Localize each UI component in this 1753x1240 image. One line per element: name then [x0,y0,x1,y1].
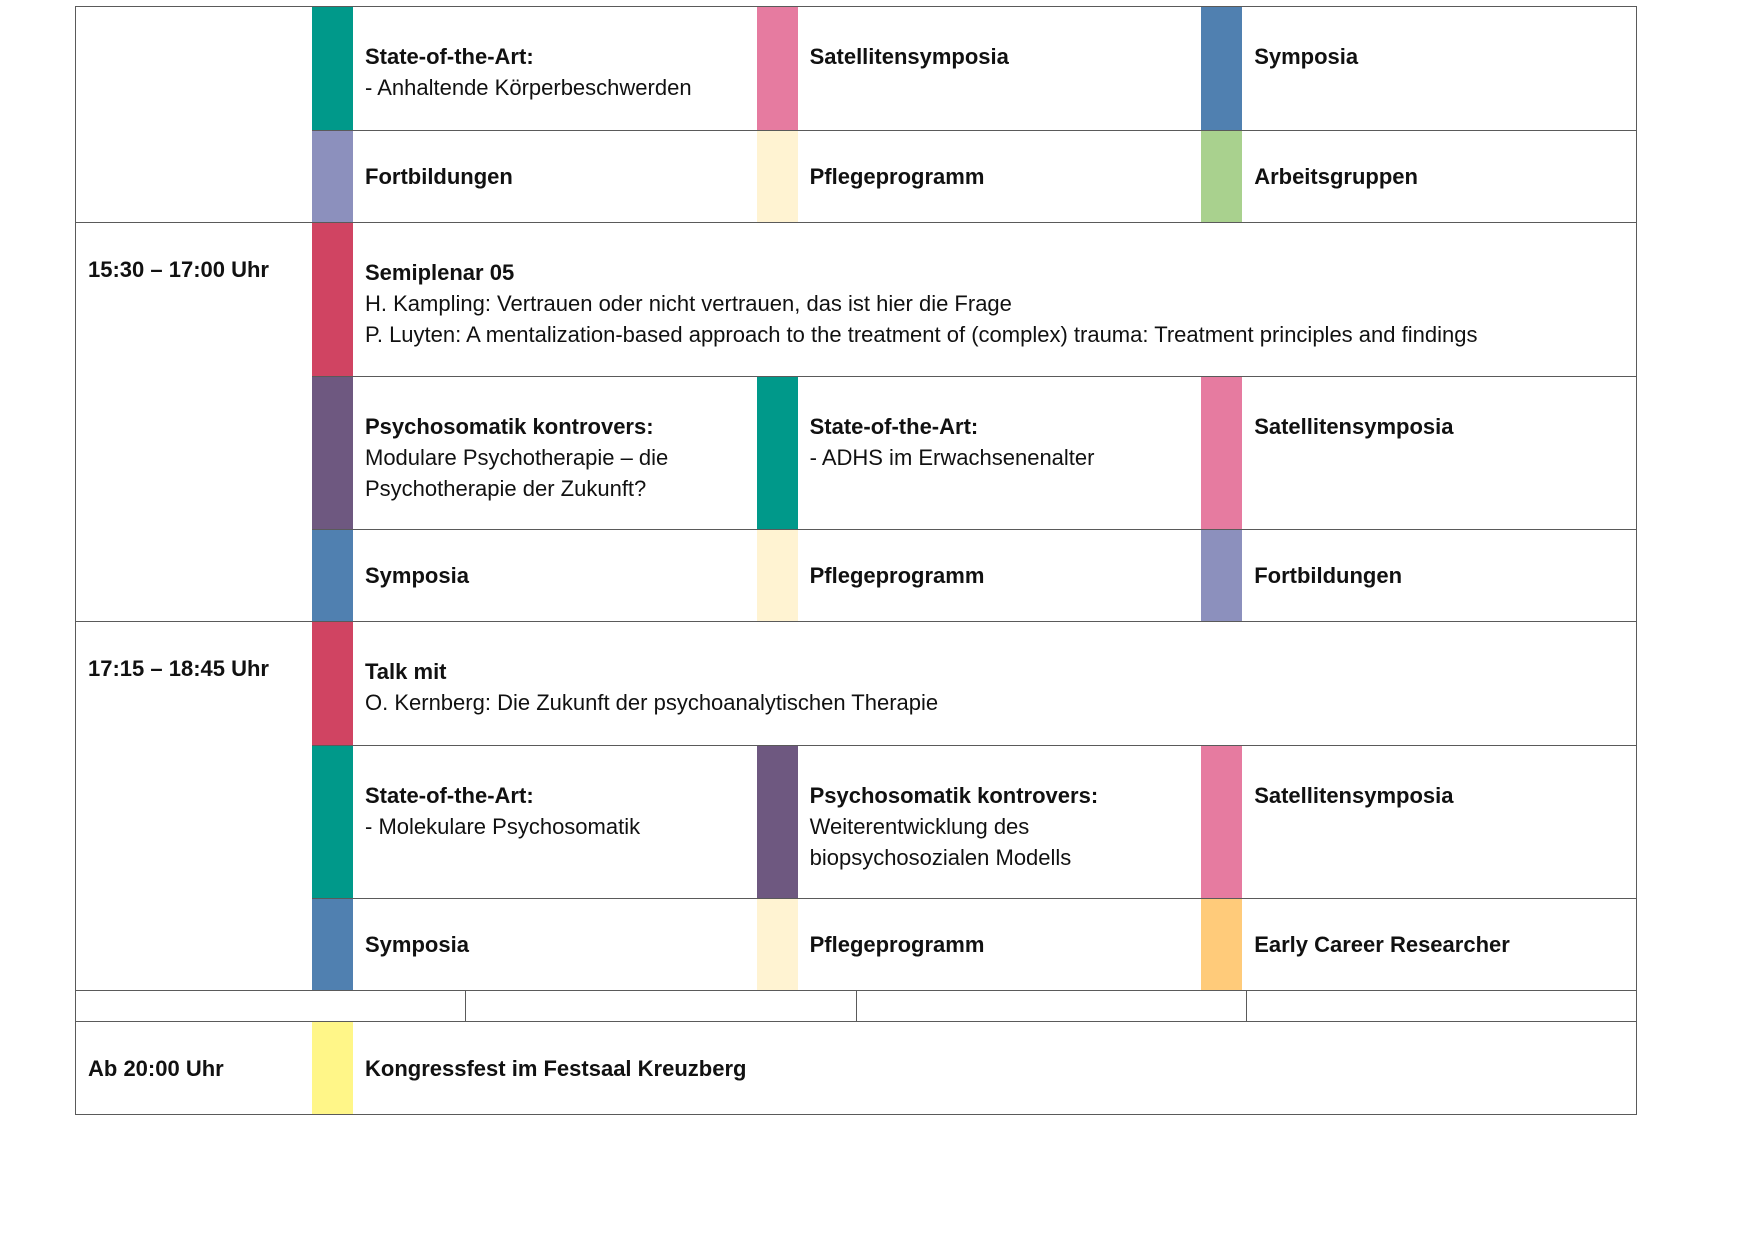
session-title: Psychosomatik kontrovers: [365,414,654,439]
spacer-cell [856,991,1246,1021]
session-row [312,622,1636,745]
schedule-block-2000 [76,1021,1636,1114]
category-swatch-satellitensymposia [757,7,798,130]
session-cell [1201,131,1636,222]
category-swatch-kongressfest [312,1022,353,1114]
session-title: Psychosomatik kontrovers: [809,783,1099,808]
session-cell [312,899,757,990]
event-cell [312,1022,1636,1114]
session-cell [312,7,757,130]
session-cell [1201,746,1636,898]
session-cell [1201,7,1636,130]
session-row [312,898,1636,990]
session-title: Talk mit [365,659,447,684]
session-detail: - Molekulare Psychosomatik [365,814,641,839]
session-title: Pflegeprogramm [809,164,985,189]
session-title: Satellitensymposia [1254,414,1454,439]
session-detail: - Anhaltende Körperbeschwerden [365,75,692,100]
category-swatch-pflegeprogramm [757,899,798,990]
category-swatch-symposia [1201,7,1242,130]
category-swatch-arbeitsgruppen [1201,131,1242,222]
session-cell [312,131,757,222]
session-title: Early Career Researcher [1254,932,1510,957]
session-cell [1201,377,1636,529]
session-title: Satellitensymposia [1254,783,1454,808]
session-detail: Weiterentwicklung des [809,814,1030,839]
plenary-cell [312,223,1636,376]
category-swatch-psychosomatik-kontrovers [312,377,353,529]
category-swatch-early-career [1201,899,1242,990]
category-swatch-psychosomatik-kontrovers [757,746,798,898]
session-title: Symposia [365,932,469,957]
session-cell [757,899,1202,990]
plenary-cell [312,622,1636,745]
session-row [312,529,1636,621]
category-swatch-symposia [312,899,353,990]
time-slot-label: 15:30 – 17:00 Uhr [88,257,269,282]
schedule-block-continued [76,7,1636,222]
session-row [312,7,1636,130]
session-row [312,223,1636,376]
session-title: Fortbildungen [1254,563,1403,588]
category-swatch-pflegeprogramm [757,131,798,222]
session-detail: Modulare Psychotherapie – die [365,445,669,470]
category-swatch-fortbildungen [1201,530,1242,621]
session-cell [757,746,1202,898]
spacer-row [76,990,1636,1021]
session-title: Fortbildungen [365,164,513,189]
session-row [312,1022,1636,1114]
category-swatch-pflegeprogramm [757,530,798,621]
session-cell [757,377,1202,529]
session-cell [757,131,1202,222]
session-row [312,376,1636,529]
session-title: Pflegeprogramm [809,932,985,957]
session-title: Arbeitsgruppen [1254,164,1418,189]
session-detail: - ADHS im Erwachsenenalter [809,445,1095,470]
session-row [312,130,1636,222]
schedule-block-1715 [76,621,1636,990]
session-cell [1201,530,1636,621]
category-swatch-semiplenar [312,223,353,376]
category-swatch-satellitensymposia [1201,746,1242,898]
category-swatch-fortbildungen [312,131,353,222]
category-swatch-satellitensymposia [1201,377,1242,529]
time-slot-empty [76,7,312,222]
category-swatch-talk [312,622,353,745]
session-row [312,745,1636,898]
session-detail: Psychotherapie der Zukunft? [365,476,647,501]
program-schedule-table [75,6,1637,1115]
session-title: Kongressfest im Festsaal Kreuzberg [365,1055,747,1081]
category-swatch-state-of-the-art [312,746,353,898]
session-detail: O. Kernberg: Die Zukunft der psychoanalytischen Therapie [365,690,939,715]
session-title: Symposia [1254,44,1359,69]
category-swatch-state-of-the-art [312,7,353,130]
session-detail: P. Luyten: A mentalization-based approach to the treatment of (complex) trauma: Treatment principles and findings [365,322,1478,347]
session-cell [757,530,1202,621]
time-slot-label: Ab 20:00 Uhr [88,1056,224,1081]
time-slot-label: 17:15 – 18:45 Uhr [88,656,269,681]
session-cell [757,7,1202,130]
session-cell [312,746,757,898]
session-cell [312,377,757,529]
session-title: State-of-the-Art: [809,414,979,439]
session-cell [1201,899,1636,990]
session-title: Pflegeprogramm [809,563,985,588]
spacer-cell [465,991,855,1021]
session-detail: H. Kampling: Vertrauen oder nicht vertrauen, das ist hier die Frage [365,291,1012,316]
session-title: State-of-the-Art: [365,44,534,69]
schedule-block-1530 [76,222,1636,621]
session-cell [312,530,757,621]
session-title: Semiplenar 05 [365,260,515,285]
session-detail: biopsychosozialen Modells [809,845,1072,870]
session-title: State-of-the-Art: [365,783,534,808]
spacer-cell [1246,991,1636,1021]
spacer-cell [76,991,465,1021]
session-title: Satellitensymposia [809,44,1009,69]
category-swatch-symposia [312,530,353,621]
session-title: Symposia [365,563,469,588]
category-swatch-state-of-the-art [757,377,798,529]
